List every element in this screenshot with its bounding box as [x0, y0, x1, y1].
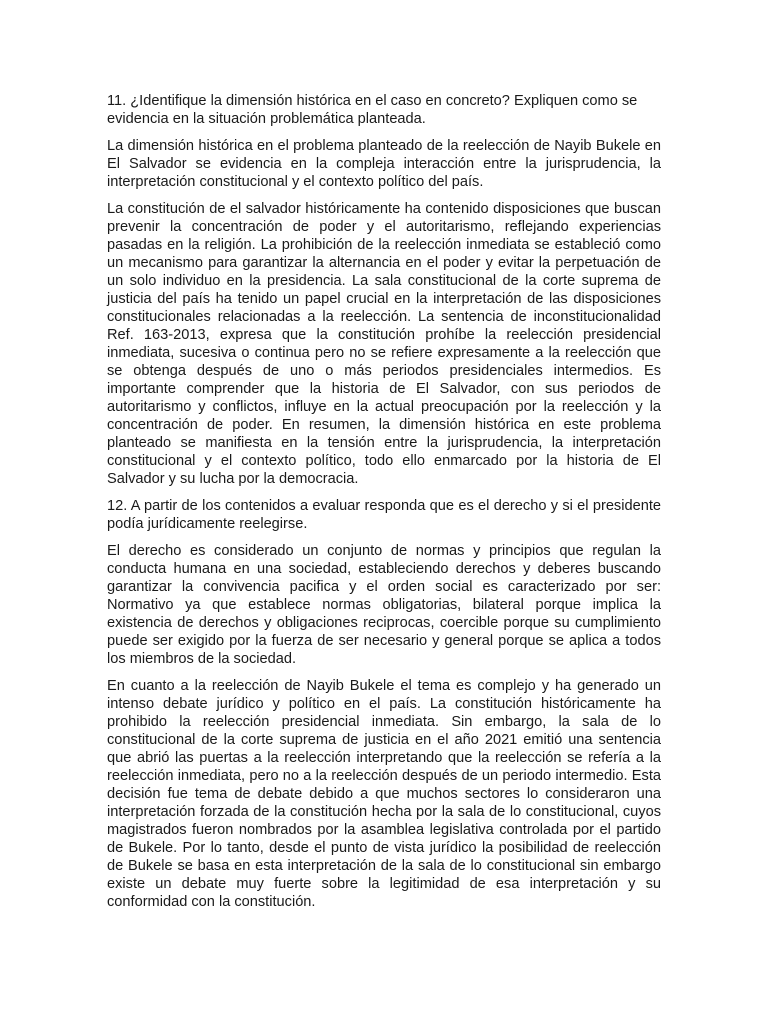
answer-12-definition: El derecho es considerado un conjunto de normas y principios que regulan la conducta humana en una sociedad, estableciendo derechos y deberes buscando garantizar la convivencia pacifica y el orden social es caracterizado por ser: Normativo ya que establece normas obligatorias, bilateral porque implica la existencia de derechos y obligaciones reciprocas, coercible porque su cumplimiento puede ser exigido por la fuerza de ser necesario y general porque se aplica a todos los miembros de la sociedad.: [107, 543, 661, 667]
answer-12-reelection: En cuanto a la reelección de Nayib Bukele el tema es complejo y ha generado un intenso debate jurídico y político en el país. La constitución históricamente ha prohibido la reelección presidencial inmediata. Sin embargo, la sala de lo constitucional de la corte suprema de justicia en el año 2021 emitió una sentencia que abrió las puertas a la reelección interpretando que la reelección se refería a la reelección inmediata, pero no a la reelección después de un periodo intermedio. Esta decisión fue tema de debate debido a que muchos sectores lo consideraron una interpretación forzada de la constitución hecha por la sala de lo constitucional, cuyos magistrados fueron nombrados por la asamblea legislativa controlada por el partido de Bukele. Por lo tanto, desde el punto de vista jurídico la posibilidad de reelección de Bukele se basa en esta interpretación de la sala de lo constitucional sin embargo existe un debate muy fuerte sobre la legitimidad de esa interpretación y su conformidad con la constitución.: [107, 678, 661, 910]
answer-11-intro: La dimensión histórica en el problema planteado de la reelección de Nayib Bukele en El Salvador se evidencia en la compleja interacción entre la jurisprudencia, la interpretación constitucional y el contexto político del país.: [107, 138, 661, 190]
answer-11-body: La constitución de el salvador históricamente ha contenido disposiciones que buscan prevenir la concentración de poder y el autoritarismo, reflejando experiencias pasadas en la religión. La prohibición de la reelección inmediata se estableció como un mecanismo para garantizar la alternancia en el poder y evitar la perpetuación de un solo individuo en la presidencia. La sala constitucional de la corte suprema de justicia del país ha tenido un papel crucial en la interpretación de las disposiciones constitucionales relacionadas a la reelección. La sentencia de inconstitucionalidad Ref. 163-2013, expresa que la constitución prohíbe la reelección presidencial inmediata, sucesiva o continua pero no se refiere expresamente a la reelección que se obtenga después de uno o más periodos presidenciales intermedios. Es importante comprender que la historia de El Salvador, con sus periodos de autoritarismo y conflictos, influye en la actual preocupación por la reelección y la concentración de poder. En resumen, la dimensión histórica en este problema planteado se manifiesta en la tensión entre la jurisprudencia, la interpretación constitucional y el contexto político, todo ello enmarcado por la historia de El Salvador y su lucha por la democracia.: [107, 201, 661, 487]
question-12: 12. A partir de los contenidos a evaluar responda que es el derecho y si el presidente podía jurídicamente reelegirse.: [107, 498, 661, 532]
document-page: [107, 92, 661, 920]
question-11: 11. ¿Identifique la dimensión histórica en el caso en concreto? Expliquen como se evidencia en la situación problemática planteada.: [107, 93, 638, 127]
